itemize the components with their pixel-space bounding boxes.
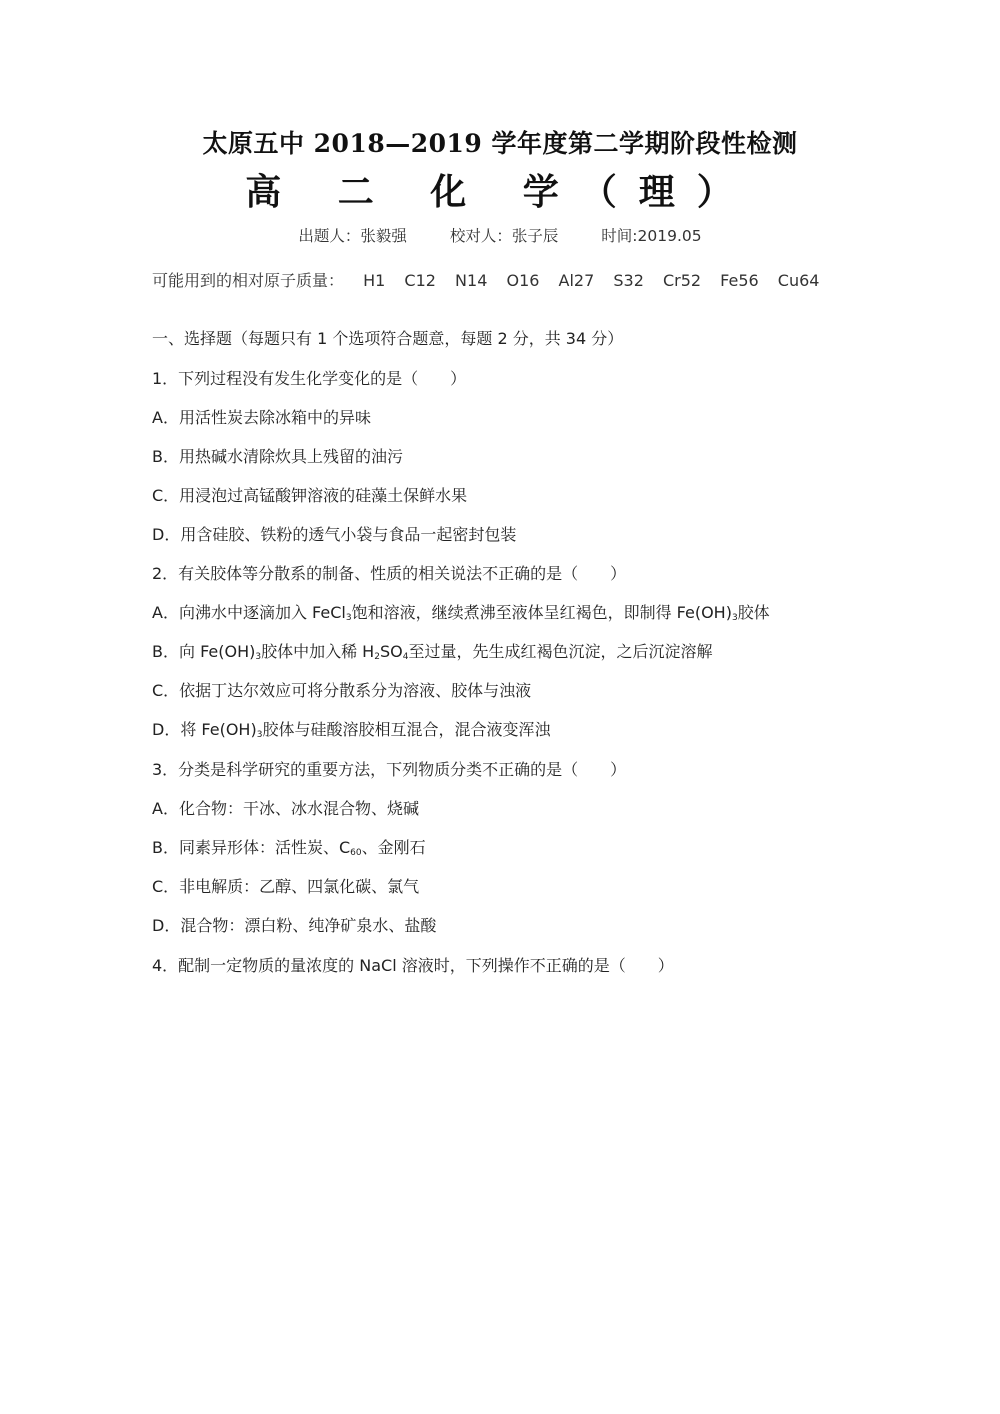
question-1-option-c: C．用浸泡过高锰酸钾溶液的硅藻土保鲜水果: [152, 486, 468, 505]
element-mass: N14: [455, 271, 488, 290]
subscript: 4: [402, 652, 409, 662]
question-2-option-c: C．依据丁达尔效应可将分散系分为溶液、胶体与浊液: [152, 681, 532, 700]
subscript: 3: [345, 613, 352, 623]
text-segment: D．将 Fe(OH): [152, 720, 257, 739]
exam-title: 太原五中 2018—2019 学年度第二学期阶段性检测: [202, 129, 798, 158]
question-2-option-d: [152, 717, 550, 740]
atomic-mass-label: 可能用到的相对原子质量：: [152, 271, 345, 290]
atomic-mass-line: [152, 268, 819, 291]
question-1-option-a: A．用活性炭去除冰箱中的异味: [152, 408, 371, 427]
question-4-stem: 4．配制一定物质的量浓度的 NaCl 溶液时，下列操作不正确的是（ ）: [152, 956, 674, 975]
question-3-option-c: C．非电解质：乙醇、四氯化碳、氯气: [152, 877, 420, 896]
subscript: 3: [256, 730, 263, 740]
question-3-option-d: D．混合物：漂白粉、纯净矿泉水、盐酸: [152, 916, 437, 935]
question-1-option-b: B．用热碱水清除炊具上残留的油污: [152, 447, 403, 466]
text-segment: 至过量，先生成红褐色沉淀，之后沉淀溶解: [408, 642, 713, 661]
subscript: 2: [374, 652, 380, 662]
question-2-option-a: [152, 600, 770, 623]
text-segment: 饱和溶液，继续煮沸至液体呈红褐色，即制得 Fe(OH): [351, 603, 732, 622]
exam-time: 时间:2019.05: [601, 227, 702, 245]
section-heading: 一、选择题（每题只有 1 个选项符合题意，每题 2 分，共 34 分）: [152, 329, 624, 348]
question-1-option-d: D．用含硅胶、铁粉的透气小袋与食品一起密封包装: [152, 525, 517, 544]
element-mass: Al27: [558, 271, 595, 290]
text-segment: SO: [379, 642, 403, 661]
element-mass: Cu64: [777, 271, 820, 290]
element-mass: Fe56: [720, 271, 759, 290]
subscript: 60: [350, 848, 362, 858]
element-mass: S32: [613, 271, 644, 290]
subscript: 3: [255, 652, 262, 662]
element-mass: Cr52: [662, 271, 702, 290]
question-2-option-b: [152, 639, 712, 662]
subscript: 3: [731, 613, 738, 623]
text-segment: 胶体中加入稀 H: [261, 642, 375, 661]
text-segment: B．同素异形体：活性炭、C: [152, 838, 351, 857]
question-1-stem: 1．下列过程没有发生化学变化的是（ ）: [152, 369, 467, 388]
text-segment: A．向沸水中逐滴加入 FeCl: [152, 603, 346, 622]
author: 出题人：张毅强: [298, 227, 407, 245]
element-mass: O16: [506, 271, 540, 290]
question-3-option-b: [152, 835, 426, 858]
text-segment: B．向 Fe(OH): [152, 642, 256, 661]
element-mass: H1: [363, 271, 386, 290]
text-segment: 、金刚石: [361, 838, 426, 857]
element-mass: C12: [404, 271, 436, 290]
exam-meta: [0, 224, 1000, 246]
proofreader: 校对人：张子辰: [449, 227, 559, 245]
text-segment: 胶体: [737, 603, 770, 622]
text-segment: 胶体与硅酸溶胶相互混合，混合液变浑浊: [262, 720, 551, 739]
question-2-stem: 2．有关胶体等分散系的制备、性质的相关说法不正确的是（ ）: [152, 564, 627, 583]
question-3-stem: 3．分类是科学研究的重要方法，下列物质分类不正确的是（ ）: [152, 760, 627, 779]
question-3-option-a: A．化合物：干冰、冰水混合物、烧碱: [152, 799, 419, 818]
exam-subtitle: 高 二 化 学（理）: [245, 171, 755, 213]
